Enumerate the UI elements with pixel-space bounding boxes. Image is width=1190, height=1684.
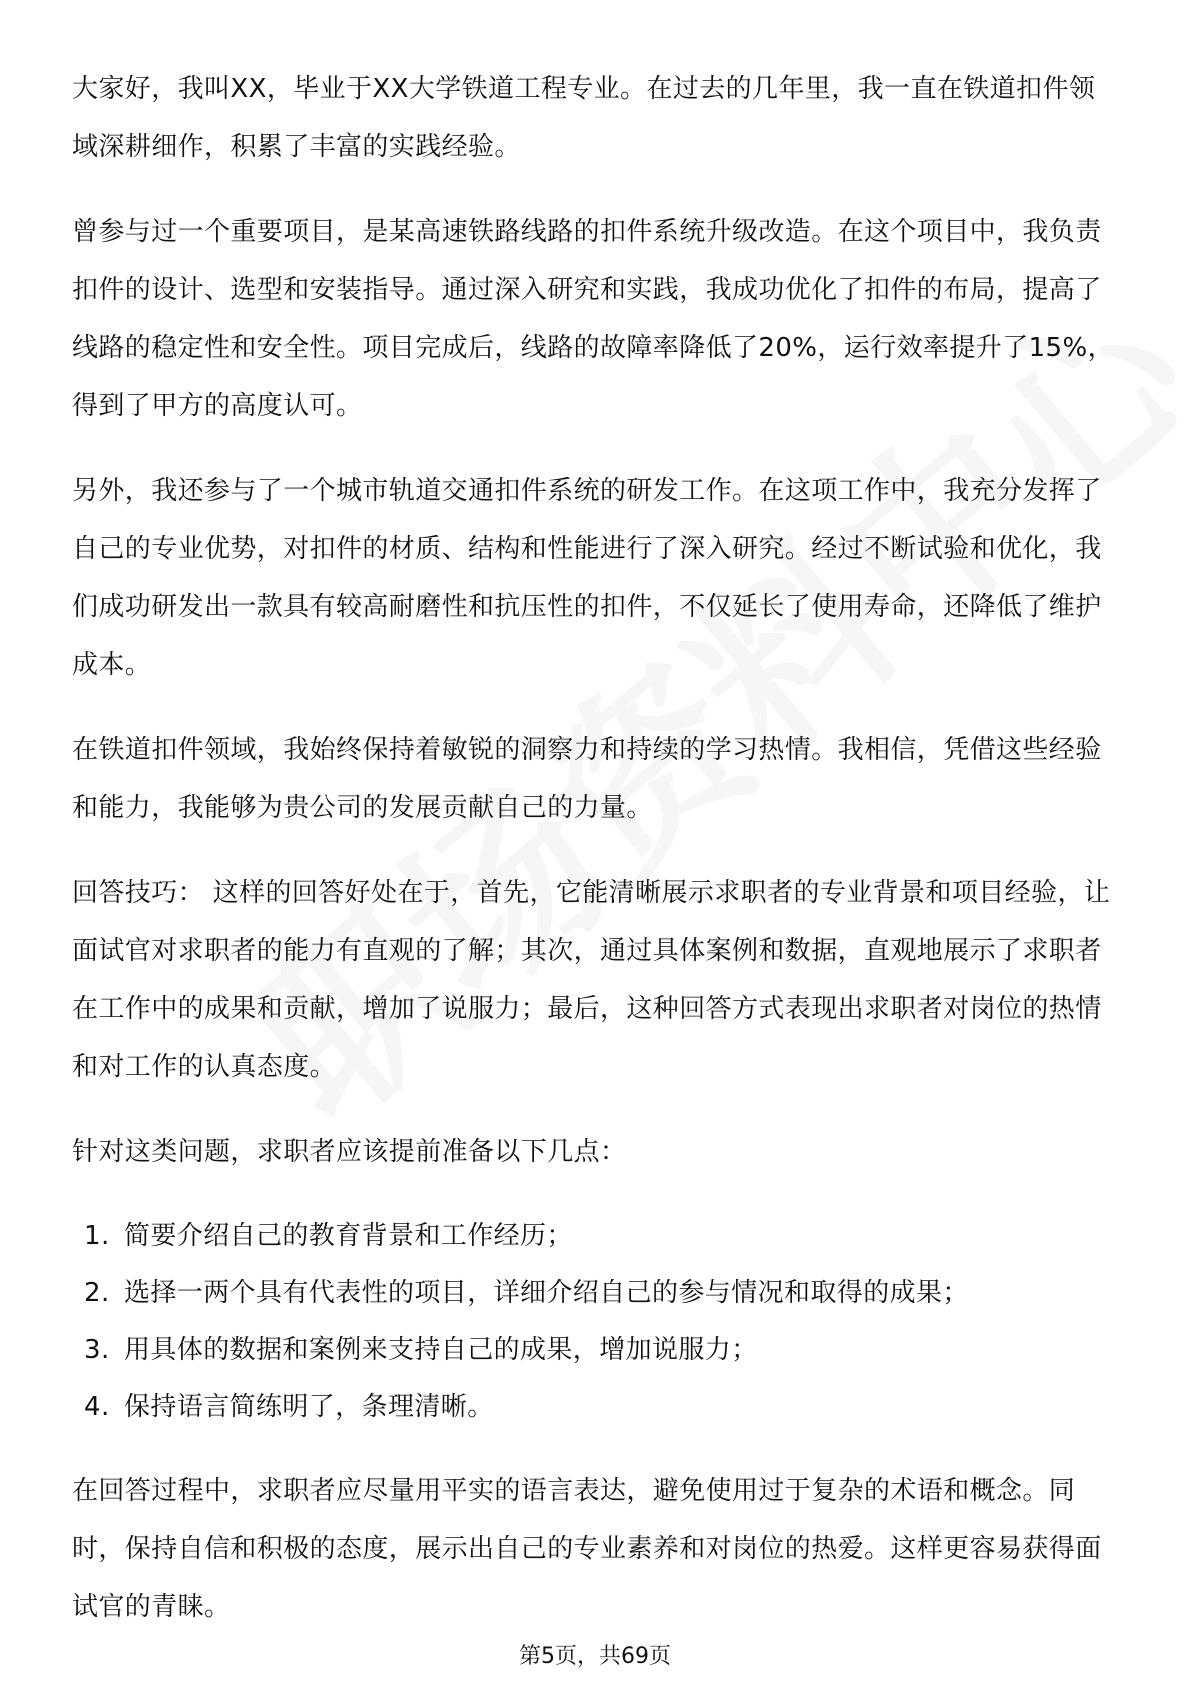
list-item-number: 2. [84, 1278, 110, 1308]
document-body [72, 60, 1118, 1663]
paragraph-final-advice: 在回答过程中，求职者应尽量用平实的语言表达，避免使用过于复杂的术语和概念。同时，保持自信和积极的态度，展示出自己的专业素养和对岗位的热爱。这样更容易获得面试官的青睐。 [72, 1476, 1102, 1622]
list-item-text: 简要介绍自己的教育背景和工作经历； [124, 1221, 573, 1251]
list-item-text: 用具体的数据和案例来支持自己的成果，增加说服力； [124, 1335, 758, 1365]
list-item-number: 3. [84, 1335, 110, 1365]
paragraph-answer-tips: 回答技巧： 这样的回答好处在于，首先，它能清晰展示求职者的专业背景和项目经验，让面试官对求职者的能力有直观的了解；其次，通过具体案例和数据，直观地展示了求职者在工作中的成果和贡献，增加了说服力；最后，这种回答方式表现出求职者对岗位的热情和对工作的认真态度。 [72, 878, 1111, 1082]
list-item [72, 1265, 1118, 1322]
paragraph-project-one: 曾参与过一个重要项目，是某高速铁路线路的扣件系统升级改造。在这个项目中，我负责扣件的设计、选型和安装指导。通过深入研究和实践，我成功优化了扣件的布局，提高了线路的稳定性和安全性。项目完成后，线路的故障率降低了20%，运行效率提升了15%，得到了甲方的高度认可。 [72, 217, 1114, 421]
paragraph-closing-statement: 在铁道扣件领域，我始终保持着敏锐的洞察力和持续的学习热情。我相信，凭借这些经验和能力，我能够为贵公司的发展贡献自己的力量。 [72, 735, 1102, 823]
preparation-list [72, 1208, 1118, 1436]
paragraph-preparation-intro: 针对这类问题，求职者应该提前准备以下几点： [72, 1137, 627, 1167]
list-item-number: 1. [84, 1221, 110, 1251]
list-item [72, 1322, 1118, 1379]
paragraph-project-two: 另外，我还参与了一个城市轨道交通扣件系统的研发工作。在这项工作中，我充分发挥了自己的专业优势，对扣件的材质、结构和性能进行了深入研究。经过不断试验和优化，我们成功研发出一款具有较高耐磨性和抗压性的扣件，不仅延长了使用寿命，还降低了维护成本。 [72, 476, 1102, 680]
list-item [72, 1208, 1118, 1265]
list-item-text: 保持语言简练明了，条理清晰。 [124, 1392, 494, 1422]
paragraph-intro: 大家好，我叫XX，毕业于XX大学铁道工程专业。在过去的几年里，我一直在铁道扣件领域深耕细作，积累了丰富的实践经验。 [72, 74, 1096, 162]
page-number: 第5页，共69页 [519, 1644, 671, 1669]
list-item-text: 选择一两个具有代表性的项目，详细介绍自己的参与情况和取得的成果； [124, 1278, 969, 1308]
list-item [72, 1379, 1118, 1436]
list-item-number: 4. [84, 1392, 110, 1422]
